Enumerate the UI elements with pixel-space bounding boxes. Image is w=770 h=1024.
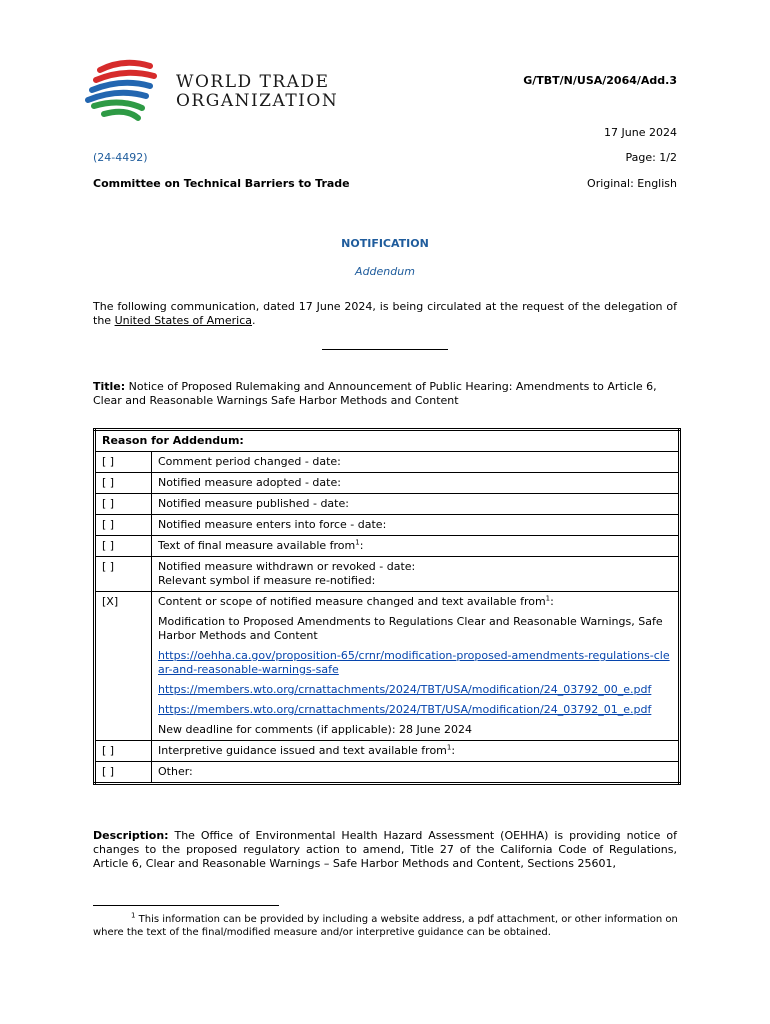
- footnote-ref: 1: [355, 538, 360, 547]
- checkbox-final-text: [ ]: [95, 536, 152, 557]
- reason-for-addendum-table: [93, 428, 681, 785]
- oehha-link[interactable]: https://oehha.ca.gov/proposition-65/crnr/modification-proposed-amendments-regulations-clear-and-reasonable-warnings-safe: [158, 649, 670, 676]
- description-text: The Office of Environmental Health Hazard Assessment (OEHHA) is providing notice of changes to the proposed regulatory action to amend, Title 27 of the California Code of Regulations, Article 6, Clear and Reasonable Warnings – Safe Harbor Methods and Content, Sections 25601,: [93, 829, 677, 870]
- checkbox-withdrawn: [ ]: [95, 557, 152, 592]
- footnote-text: This information can be provided by including a website address, a pdf attachment, or other information on where the text of the final/modified measure and/or interpretive guidance can be obtained.: [93, 914, 678, 938]
- intro-end: .: [252, 314, 256, 327]
- title-paragraph: [93, 380, 677, 408]
- table-row: [95, 473, 680, 494]
- table-header-row: [95, 430, 680, 452]
- footnote-rule: [93, 905, 279, 906]
- comment-deadline: New deadline for comments (if applicable): 28 June 2024: [158, 723, 472, 736]
- table-row: [95, 741, 680, 762]
- reason-content-changed: Content or scope of notified measure changed and text available from: [158, 595, 546, 608]
- original-language: Original: English: [587, 177, 677, 190]
- checkbox-enters-force: [ ]: [95, 515, 152, 536]
- document-symbol: G/TBT/N/USA/2064/Add.3: [523, 74, 677, 87]
- footnote-marker: 1: [131, 911, 136, 920]
- separator-line: [322, 349, 448, 350]
- addendum-subheading: Addendum: [355, 265, 415, 278]
- intro-text: The following communication, dated 17 June 2024, is being circulated at the request of the delegation of the: [93, 300, 677, 327]
- table-row: [95, 762, 680, 784]
- notification-heading: NOTIFICATION: [341, 237, 429, 250]
- reason-published: Notified measure published - date:: [152, 494, 680, 515]
- description-paragraph: [93, 829, 677, 871]
- description-label: Description:: [93, 829, 169, 842]
- table-row: [95, 592, 680, 741]
- table-row: [95, 536, 680, 557]
- wto-wordmark: [176, 73, 338, 111]
- wto-attachment-link-01[interactable]: https://members.wto.org/crnattachments/2024/TBT/USA/modification/24_03792_01_e.pdf: [158, 703, 652, 716]
- table-row: [95, 515, 680, 536]
- reason-interpretive-cell: Interpretive guidance issued and text available from$^1$:: [152, 741, 680, 762]
- reason-final-text: Text of final measure available from: [158, 539, 356, 552]
- checkbox-published: [ ]: [95, 494, 152, 515]
- document-number: (24-4492): [93, 151, 148, 164]
- wto-attachment-link-00[interactable]: https://members.wto.org/crnattachments/2024/TBT/USA/modification/24_03792_00_e.pdf: [158, 683, 652, 696]
- table-row: [95, 494, 680, 515]
- org-name-line2: ORGANIZATION: [176, 91, 339, 111]
- title-label: Title:: [93, 380, 126, 393]
- checkbox-content-changed: [X]: [95, 592, 152, 741]
- reason-comment-period: Comment period changed - date:: [152, 452, 680, 473]
- reason-renotified: Relevant symbol if measure re-notified:: [158, 574, 376, 587]
- intro-paragraph: [93, 300, 677, 328]
- wto-logo: [84, 56, 166, 128]
- org-name-line1: WORLD TRADE: [176, 72, 330, 92]
- footnote-ref: 1: [545, 594, 551, 603]
- changed-detail: Modification to Proposed Amendments to Regulations Clear and Reasonable Warnings, Safe Harbor Methods and Content: [158, 615, 663, 642]
- footnote-ref: 1: [446, 743, 452, 752]
- footnote: [93, 913, 683, 939]
- country-link[interactable]: United States of America: [114, 314, 253, 327]
- table-row: [95, 452, 680, 473]
- reason-final-text-cell: Text of final measure available from$^1$:: [152, 536, 680, 557]
- checkbox-adopted: [ ]: [95, 473, 152, 494]
- reason-other: Other:: [152, 762, 680, 784]
- checkbox-interpretive: [ ]: [95, 741, 152, 762]
- reason-enters-force: Notified measure enters into force - date:: [152, 515, 680, 536]
- document-date: 17 June 2024: [604, 126, 677, 139]
- reason-content-changed-cell: Content or scope of notified measure changed and text available from$^1$: Modification to Proposed Amendments to Regulations Clear and Reasonable Warnings, Safe Harbor Methods and Content https://oehha.ca.gov/proposition-65/crnr/modification-proposed-amendments-regulations-clear-and-reasonable-warnings-safe https://members.wto.org/crnattachments/2024/TBT/USA/modification/24_03792_00_e.pdf https://members.wto.org/crnattachments/2024/TBT/USA/modification/24_03792_01_e.pdf New deadline for comments (if applicable): 28 June 2024: [152, 592, 680, 741]
- checkbox-comment-period: [ ]: [95, 452, 152, 473]
- reason-withdrawn: Notified measure withdrawn or revoked - date:: [158, 560, 416, 573]
- table-header: Reason for Addendum:: [95, 430, 680, 452]
- wto-logo-swirl-icon: [84, 56, 166, 128]
- title-text: Notice of Proposed Rulemaking and Announcement of Public Hearing: Amendments to Article 6, Clear and Reasonable Warnings Safe Harbor Methods and Content: [93, 380, 657, 407]
- checkbox-other: [ ]: [95, 762, 152, 784]
- committee-name: Committee on Technical Barriers to Trade: [93, 177, 350, 190]
- reason-withdrawn-cell: [152, 557, 680, 592]
- reason-interpretive: Interpretive guidance issued and text available from: [158, 744, 447, 757]
- page-indicator: Page: 1/2: [625, 151, 677, 164]
- table-row: [95, 557, 680, 592]
- reason-adopted: Notified measure adopted - date:: [152, 473, 680, 494]
